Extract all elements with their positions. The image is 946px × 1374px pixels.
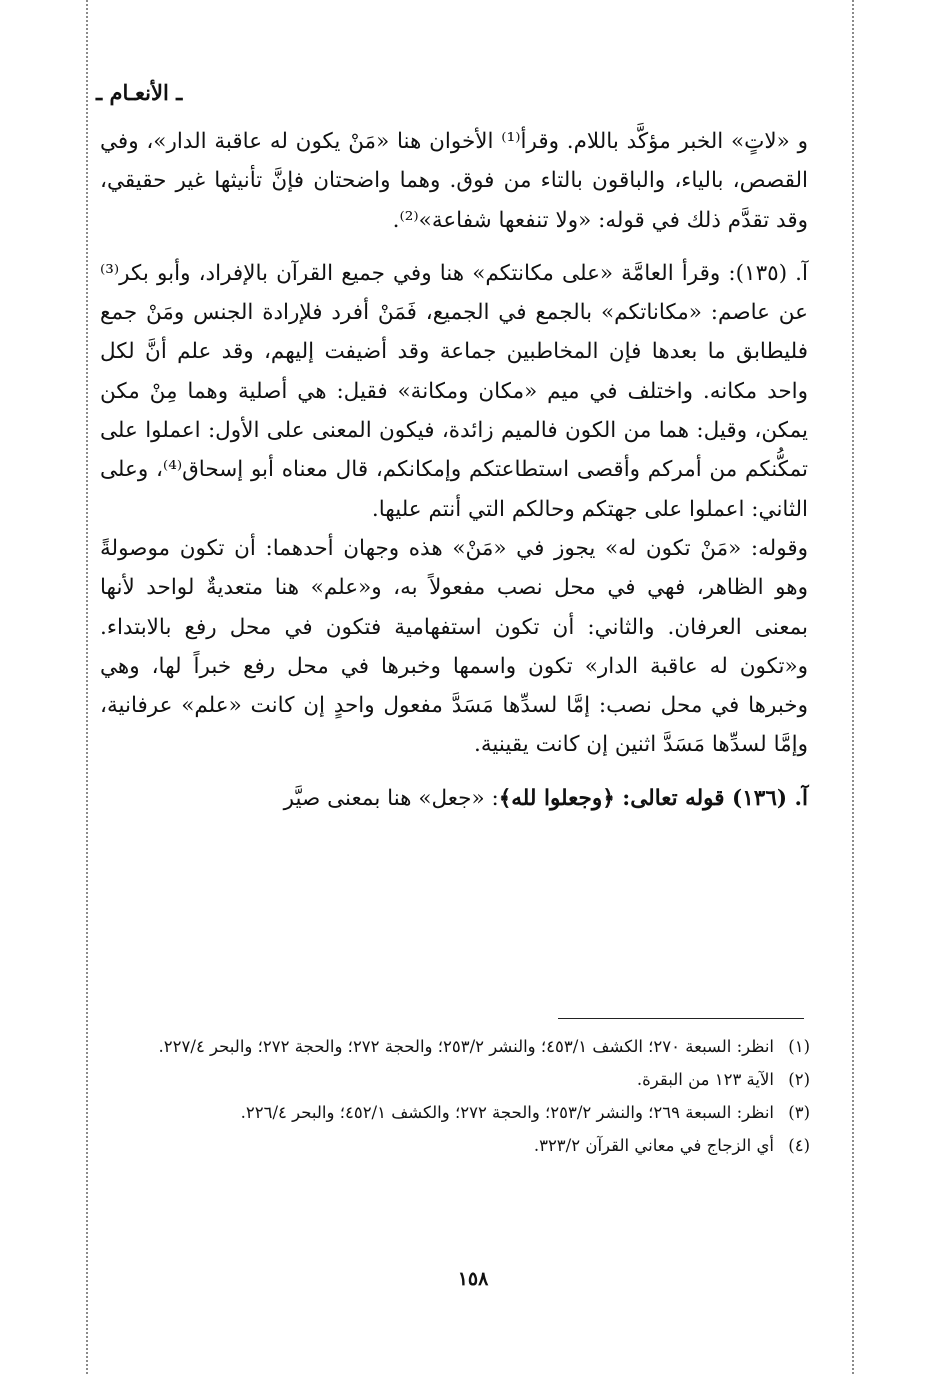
body-text: [100, 122, 808, 818]
footnote-text: انظر: السبعة ٢٧٠؛ الكشف ٤٥٣/١؛ والنشر ٢٥٣/٢؛ والحجة ٢٧٢؛ والحجة ٢٧٢؛ والبحر ٢٢٧/٤.: [158, 1037, 774, 1056]
binding-dotted-line-left: [86, 0, 88, 1374]
paragraph: آ. (١٣٥): وقرأ العامَّة «على مكانتكم» هنا وفي جميع القرآن بالإفراد، وأبو بكر⁽³⁾ عن عاصم: «مكاناتكم» بالجمع في الجميع، فَمَنْ أفرد فلإرادة الجنس ومَنْ جمع فليطابق ما بعدها فإن المخاطبين جماعة وقد أضيفت إليهم، وقد علم أنَّ لكل واحد مكانه. واختلف في ميم «مكان ومكانة» فقيل: هي أصلية وهما مِنْ مكن يمكن، وقيل: هما من الكون فالميم زائدة، فيكون المعنى على الأول: اعملوا على تمكُّنكم من أمركم وأقصى استطاعتكم وإمكانكم، قال معناه أبو إسحاق⁽⁴⁾، وعلى الثاني: اعملوا على جهتكم وحالكم التي أنتم عليها.: [100, 260, 808, 522]
aya-commentary: : «جعل» هنا بمعنى صيَّر: [283, 785, 499, 811]
running-head: ـ الأنعـام ـ: [96, 80, 183, 105]
binding-dotted-line-right: [852, 0, 854, 1374]
footnote: [100, 1096, 810, 1129]
footnote: [100, 1063, 810, 1096]
footnote-number: (٢): [788, 1070, 810, 1089]
footnote: [100, 1030, 810, 1063]
aya-136-line: [100, 779, 808, 818]
page-number: ١٥٨: [457, 1268, 489, 1290]
footnote-text: انظر: السبعة ٢٦٩؛ والنشر ٢٥٣/٢؛ والحجة ٢٧٢؛ والكشف ٤٥٢/١؛ والبحر ٢٢٦/٤.: [240, 1103, 774, 1122]
aya-reference: آ. (١٣٦) قوله تعالى: ﴿وجعلوا لله﴾: [498, 785, 808, 811]
paragraph: وقوله: «مَنْ تكون له» يجوز في «مَنْ» هذه وجهان أحدهما: أن تكون موصولةً وهو الظاهر، فهي في محل نصب مفعولاً به، و«علم» هنا متعديةٌ لواحد لأنها بمعنى العرفان. والثاني: أن تكون استفهامية فتكون في محل رفع بالابتداء. و«تكون له عاقبة الدار» تكون واسمها وخبرها في محل رفع خبراً لها، وهي وخبرها في محل نصب: إمَّا لسدِّها مَسَدَّ مفعول واحدٍ إن كانت «علم» عرفانية، وإمَّا لسدِّها مَسَدَّ اثنين إن كانت يقينية.: [100, 535, 808, 758]
footnote-number: (٣): [788, 1103, 810, 1122]
paragraph: و «لاتٍ» الخبر مؤكَّد باللام. وقرأ⁽¹⁾ الأخوان هنا «مَنْ يكون له عاقبة الدار»، وفي القصص، بالياء، والباقون بالتاء من فوق. وهما واضحتان فإنَّ تأنيثها غير حقيقي، وقد تقدَّم ذلك في قوله: «ولا تنفعها شفاعة»⁽²⁾.: [100, 129, 808, 233]
footnote-separator: [558, 1018, 804, 1019]
footnote-text: أي الزجاج في معاني القرآن ٣٢٣/٢.: [533, 1136, 774, 1155]
footnotes: [100, 1030, 810, 1162]
footnote-text: الآية ١٢٣ من البقرة.: [636, 1070, 774, 1089]
footnote-number: (٤): [788, 1136, 810, 1155]
footnote-number: (١): [788, 1037, 810, 1056]
footnote: [100, 1129, 810, 1162]
